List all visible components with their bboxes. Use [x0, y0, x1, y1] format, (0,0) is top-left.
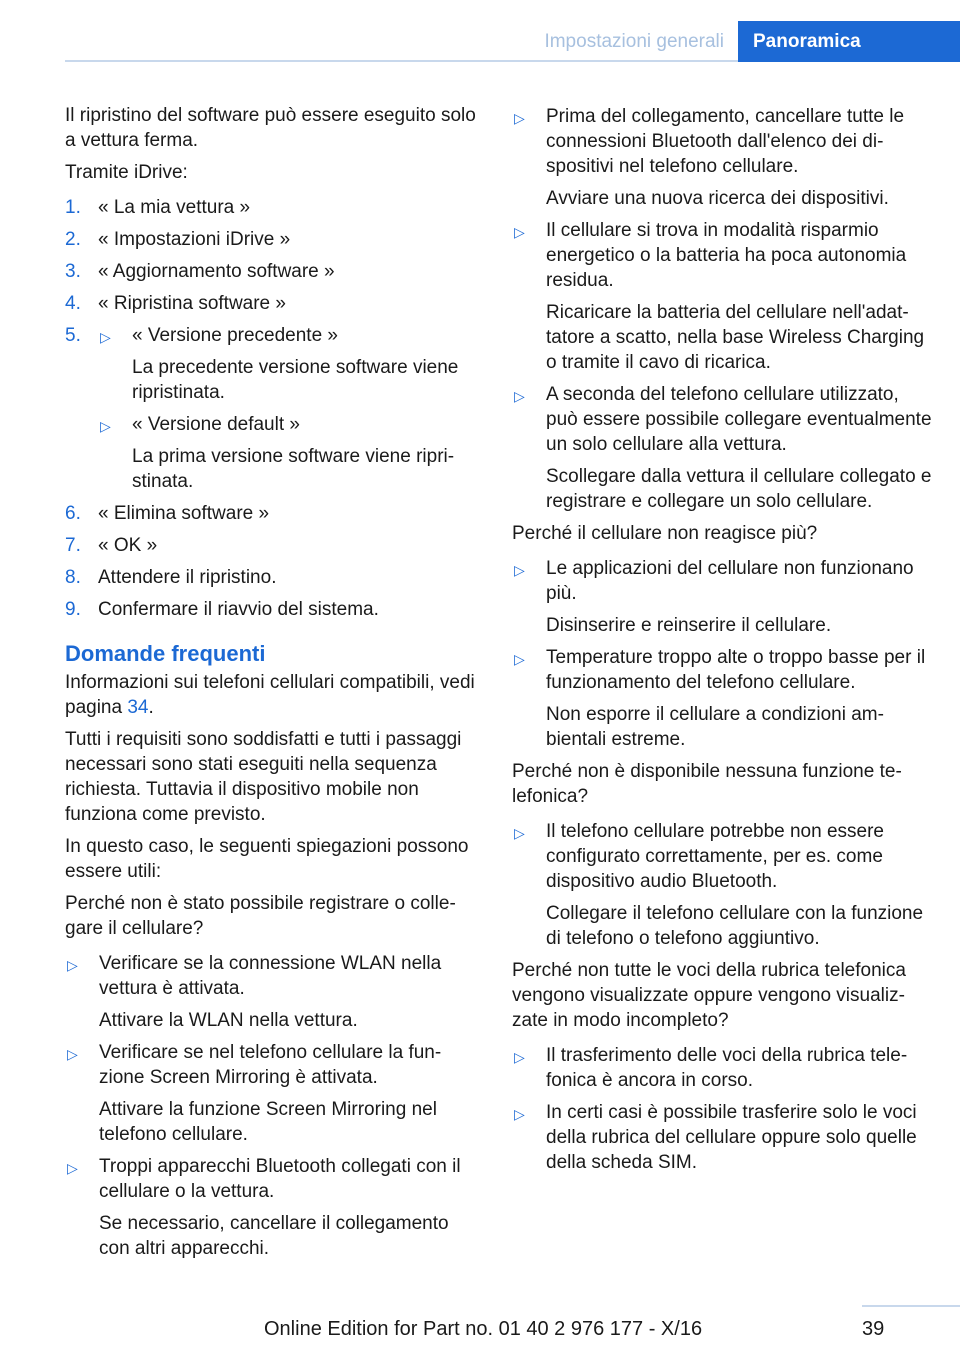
step-item: [65, 533, 477, 558]
bullet-text: Il trasferimento delle voci della rubrica telefonica è ancora in corso.: [546, 1045, 908, 1091]
header-section-title: Impostazioni generali: [544, 31, 724, 52]
triangle-bullet-icon: ▷: [514, 1107, 525, 1123]
sub-bullet: [98, 323, 477, 405]
triangle-bullet-icon: ▷: [100, 330, 111, 346]
paragraph: Tutti i requisiti sono soddisfatti e tutti i passaggi necessari sono stati eseguiti nella sequenza richiesta. Tuttavia il dispositivo mobile non funziona come previsto.: [65, 729, 462, 825]
bullet-detail: Scollegare dalla vettura il cellulare collegato e registrare e collegare un solo cellulare.: [546, 466, 932, 512]
via-idrive-text: Tramite iDrive:: [65, 162, 188, 183]
bullet-text: Le applicazioni del cellulare non funzionano più.: [546, 558, 914, 604]
step-item: [65, 259, 477, 284]
step-item: [65, 227, 477, 252]
bullet-text: A seconda del telefono cellulare utilizzato, può essere possibile collegare eventualmente un solo cellulare alla vettura.: [546, 384, 932, 455]
bullet-item: [65, 1040, 477, 1147]
step-number: 8.: [65, 567, 81, 588]
compat-info-pre: Informazioni sui telefoni cellulari compatibili, vedi pagina: [65, 672, 475, 718]
bullet-text: Verificare se la connessione WLAN nella vettura è attivata.: [99, 953, 442, 999]
bullet-detail: Attivare la WLAN nella vettura.: [99, 1010, 358, 1031]
bullet-detail: Collegare il telefono cellulare con la funzione di telefono o telefono aggiuntivo.: [546, 903, 924, 949]
footer-rule: [862, 1305, 960, 1307]
triangle-bullet-icon: ▷: [514, 826, 525, 842]
bullet-text: Il telefono cellulare potrebbe non essere configurato correttamente, per es. come dispositivo audio Bluetooth.: [546, 821, 885, 892]
step-text: « Elimina software »: [98, 503, 270, 524]
bullet-item: [512, 1043, 932, 1093]
step-number: 2.: [65, 229, 81, 250]
sub-bullet-text: « Versione precedente »: [132, 325, 338, 346]
step-number: 3.: [65, 261, 81, 282]
page-link[interactable]: 34: [127, 697, 149, 718]
paragraph: In questo caso, le seguenti spiegazioni possono essere utili:: [65, 836, 469, 882]
step-sub-list: [98, 323, 477, 494]
bullet-item: [65, 951, 477, 1033]
triangle-bullet-icon: ▷: [67, 1161, 78, 1177]
right-column: [512, 100, 932, 1182]
triangle-bullet-icon: ▷: [514, 389, 525, 405]
step-number: 1.: [65, 197, 81, 218]
triangle-bullet-icon: ▷: [514, 111, 525, 127]
bullet-text: Prima del collegamento, cancellare tutte le connessioni Bluetooth dall'elenco dei dispositivi nel telefono cellulare.: [546, 106, 905, 177]
bullet-item: [512, 819, 932, 951]
bullet-item: [512, 104, 932, 211]
bullet-text: Troppi apparecchi Bluetooth collegati con il cellulare o la vettura.: [99, 1156, 461, 1202]
bullet-text: Verificare se nel telefono cellulare la funzione Screen Mirroring è attivata.: [99, 1042, 442, 1088]
page-number: 39: [862, 1318, 885, 1340]
bullet-detail: Se necessario, cancellare il collegamento con altri apparecchi.: [99, 1213, 449, 1259]
step-text: Attendere il ripristino.: [98, 567, 277, 588]
step-text: « Aggiornamento software »: [98, 261, 335, 282]
compat-info-post: .: [148, 697, 154, 718]
bullet-text: Il cellulare si trova in modalità risparmio energetico o la batteria ha poca autonomia residua.: [546, 220, 907, 291]
intro-text: Il ripristino del software può essere eseguito solo a vettura ferma.: [65, 105, 476, 151]
bullet-item: [512, 556, 932, 638]
edition-text: Online Edition for Part no. 01 40 2 976 177 - X/16: [264, 1318, 703, 1340]
triangle-bullet-icon: ▷: [514, 1050, 525, 1066]
question: Perché non è disponibile nessuna funzione telefonica?: [512, 761, 902, 807]
header-tab: Panoramica: [738, 21, 960, 62]
step-item: [65, 323, 477, 494]
bullet-item: [512, 1100, 932, 1175]
bullet-item: [512, 382, 932, 514]
bullet-detail: Ricaricare la batteria del cellulare nell'adattatore a scatto, nella base Wireless Charging o tramite il cavo di ricarica.: [546, 302, 925, 373]
triangle-bullet-icon: ▷: [514, 563, 525, 579]
step-text: « La mia vettura »: [98, 197, 251, 218]
bullet-text: In certi casi è possibile trasferire solo le voci della rubrica del cellulare oppure solo quelle della scheda SIM.: [546, 1102, 917, 1173]
sub-bullet-text: « Versione default »: [132, 414, 300, 435]
question: Perché non tutte le voci della rubrica telefonica vengono visualizzate oppure vengono visualizzate in modo incompleto?: [512, 960, 906, 1031]
step-item: [65, 597, 477, 622]
step-number: 5.: [65, 325, 81, 346]
step-number: 7.: [65, 535, 81, 556]
bullet-detail: Non esporre il cellulare a condizioni ambientali estreme.: [546, 704, 884, 750]
bullet-item: [512, 645, 932, 752]
triangle-bullet-icon: ▷: [100, 419, 111, 435]
question: Perché non è stato possibile registrare o collegare il cellulare?: [65, 893, 456, 939]
sub-bullet-detail: La prima versione software viene ripristinata.: [132, 446, 455, 492]
compat-info-text: [65, 670, 477, 720]
step-number: 4.: [65, 293, 81, 314]
step-text: « Ripristina software »: [98, 293, 286, 314]
triangle-bullet-icon: ▷: [67, 958, 78, 974]
step-item: [65, 565, 477, 590]
step-number: 9.: [65, 599, 81, 620]
bullet-detail: Attivare la funzione Screen Mirroring nel telefono cellulare.: [99, 1099, 437, 1145]
triangle-bullet-icon: ▷: [67, 1047, 78, 1063]
step-number: 6.: [65, 503, 81, 524]
step-item: [65, 195, 477, 220]
bullet-detail: Disinserire e reinserire il cellulare.: [546, 615, 832, 636]
step-item: [65, 501, 477, 526]
step-text: Confermare il riavvio del sistema.: [98, 599, 379, 620]
step-text: « OK »: [98, 535, 158, 556]
bullet-text: Temperature troppo alte o troppo basse per il funzionamento del telefono cellulare.: [546, 647, 926, 693]
sub-bullet-detail: La precedente versione software viene ripristinata.: [132, 357, 459, 403]
sub-bullet: [98, 412, 477, 494]
steps-list: [65, 195, 477, 622]
bullet-detail: Avviare una nuova ricerca dei dispositivi.: [546, 188, 889, 209]
triangle-bullet-icon: ▷: [514, 225, 525, 241]
step-text: « Impostazioni iDrive »: [98, 229, 291, 250]
bullet-item: [512, 218, 932, 375]
question: Perché il cellulare non reagisce più?: [512, 523, 818, 544]
section-heading: Domande frequenti: [65, 641, 266, 666]
bullet-item: [65, 1154, 477, 1261]
step-item: [65, 291, 477, 316]
left-column: [65, 100, 477, 1268]
triangle-bullet-icon: ▷: [514, 652, 525, 668]
